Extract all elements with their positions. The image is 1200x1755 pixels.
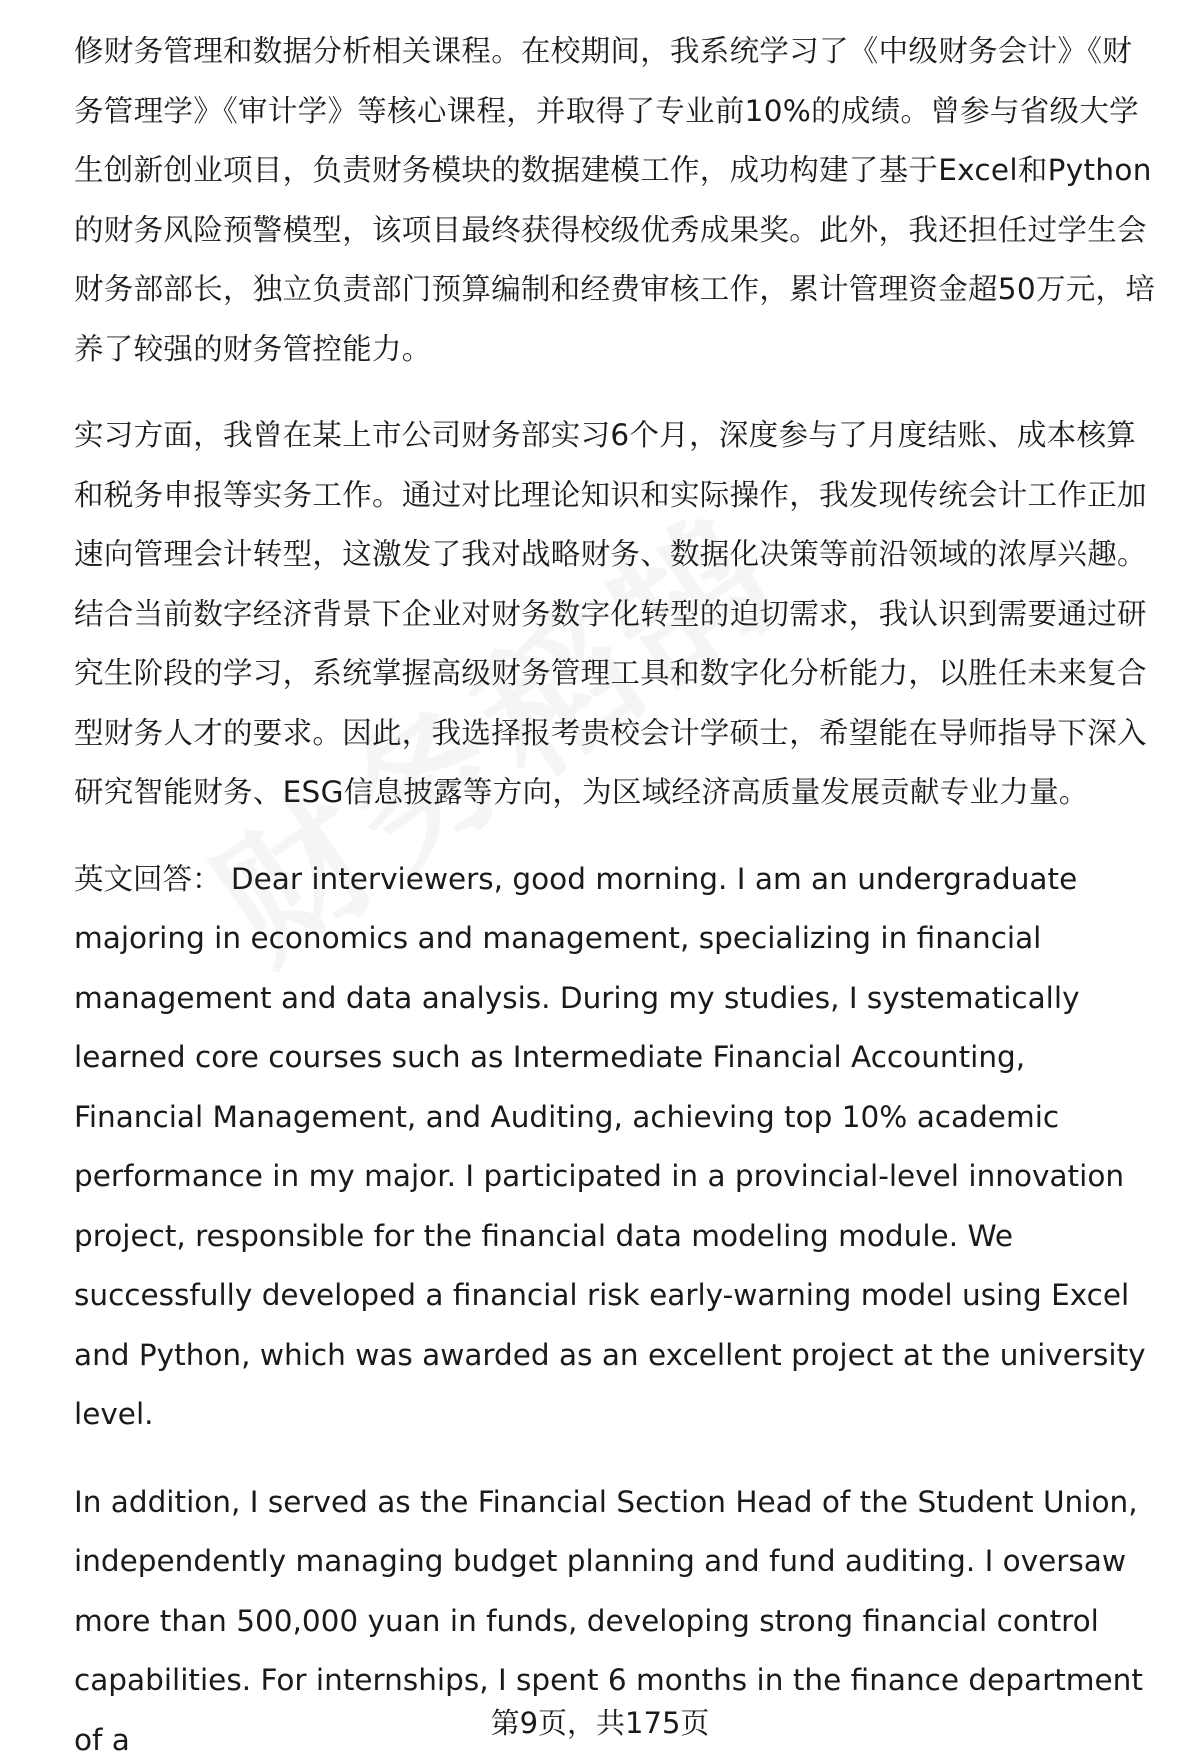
paragraph-english-additional: In addition, I served as the Financial Section Head of the Student Union, independently managing budget planning and fund auditing. I oversaw more than 500,000 yuan in funds, developing strong financial control capabilities. For internships, I spent 6 months in the finance department of a [74, 1484, 1143, 1755]
document-body [74, 22, 1160, 1755]
paragraph-internship-motivation: 实习方面，我曾在某上市公司财务部实习6个月，深度参与了月度结账、成本核算和税务申报等实务工作。通过对比理论知识和实际操作，我发现传统会计工作正加速向管理会计转型，这激发了我对战略财务、数据化决策等前沿领域的浓厚兴趣。结合当前数字经济背景下企业对财务数字化转型的迫切需求，我认识到需要通过研究生阶段的学习，系统掌握高级财务管理工具和数字化分析能力，以胜任未来复合型财务人才的要求。因此，我选择报考贵校会计学硕士，希望能在导师指导下深入研究智能财务、ESG信息披露等方向，为区域经济高质量发展贡献专业力量。 [74, 418, 1147, 809]
paragraph-english-answer: 英文回答： Dear interviewers, good morning. I am an undergraduate majoring in economics and management, specializing in financial management and data analysis. During my studies, I systematically learned core courses such as Intermediate Financial Accounting, Financial Management, and Auditing, achieving top 10% academic performance in my major. I participated in a provincial-level innovation project, responsible for the financial data modeling module. We successfully developed a financial risk early-warning model using Excel and Python, which was awarded as an excellent project at the university level. [74, 861, 1146, 1431]
page-number-footer: 第9页，共175页 [490, 1706, 710, 1740]
paragraph-academic-background: 修财务管理和数据分析相关课程。在校期间，我系统学习了《中级财务会计》《财务管理学》《审计学》等核心课程，并取得了专业前10%的成绩。曾参与省级大学生创新创业项目，负责财务模块的数据建模工作，成功构建了基于Excel和Python的财务风险预警模型，该项目最终获得校级优秀成果奖。此外，我还担任过学生会财务部部长，独立负责部门预算编制和经费审核工作，累计管理资金超50万元，培养了较强的财务管控能力。 [74, 34, 1156, 366]
